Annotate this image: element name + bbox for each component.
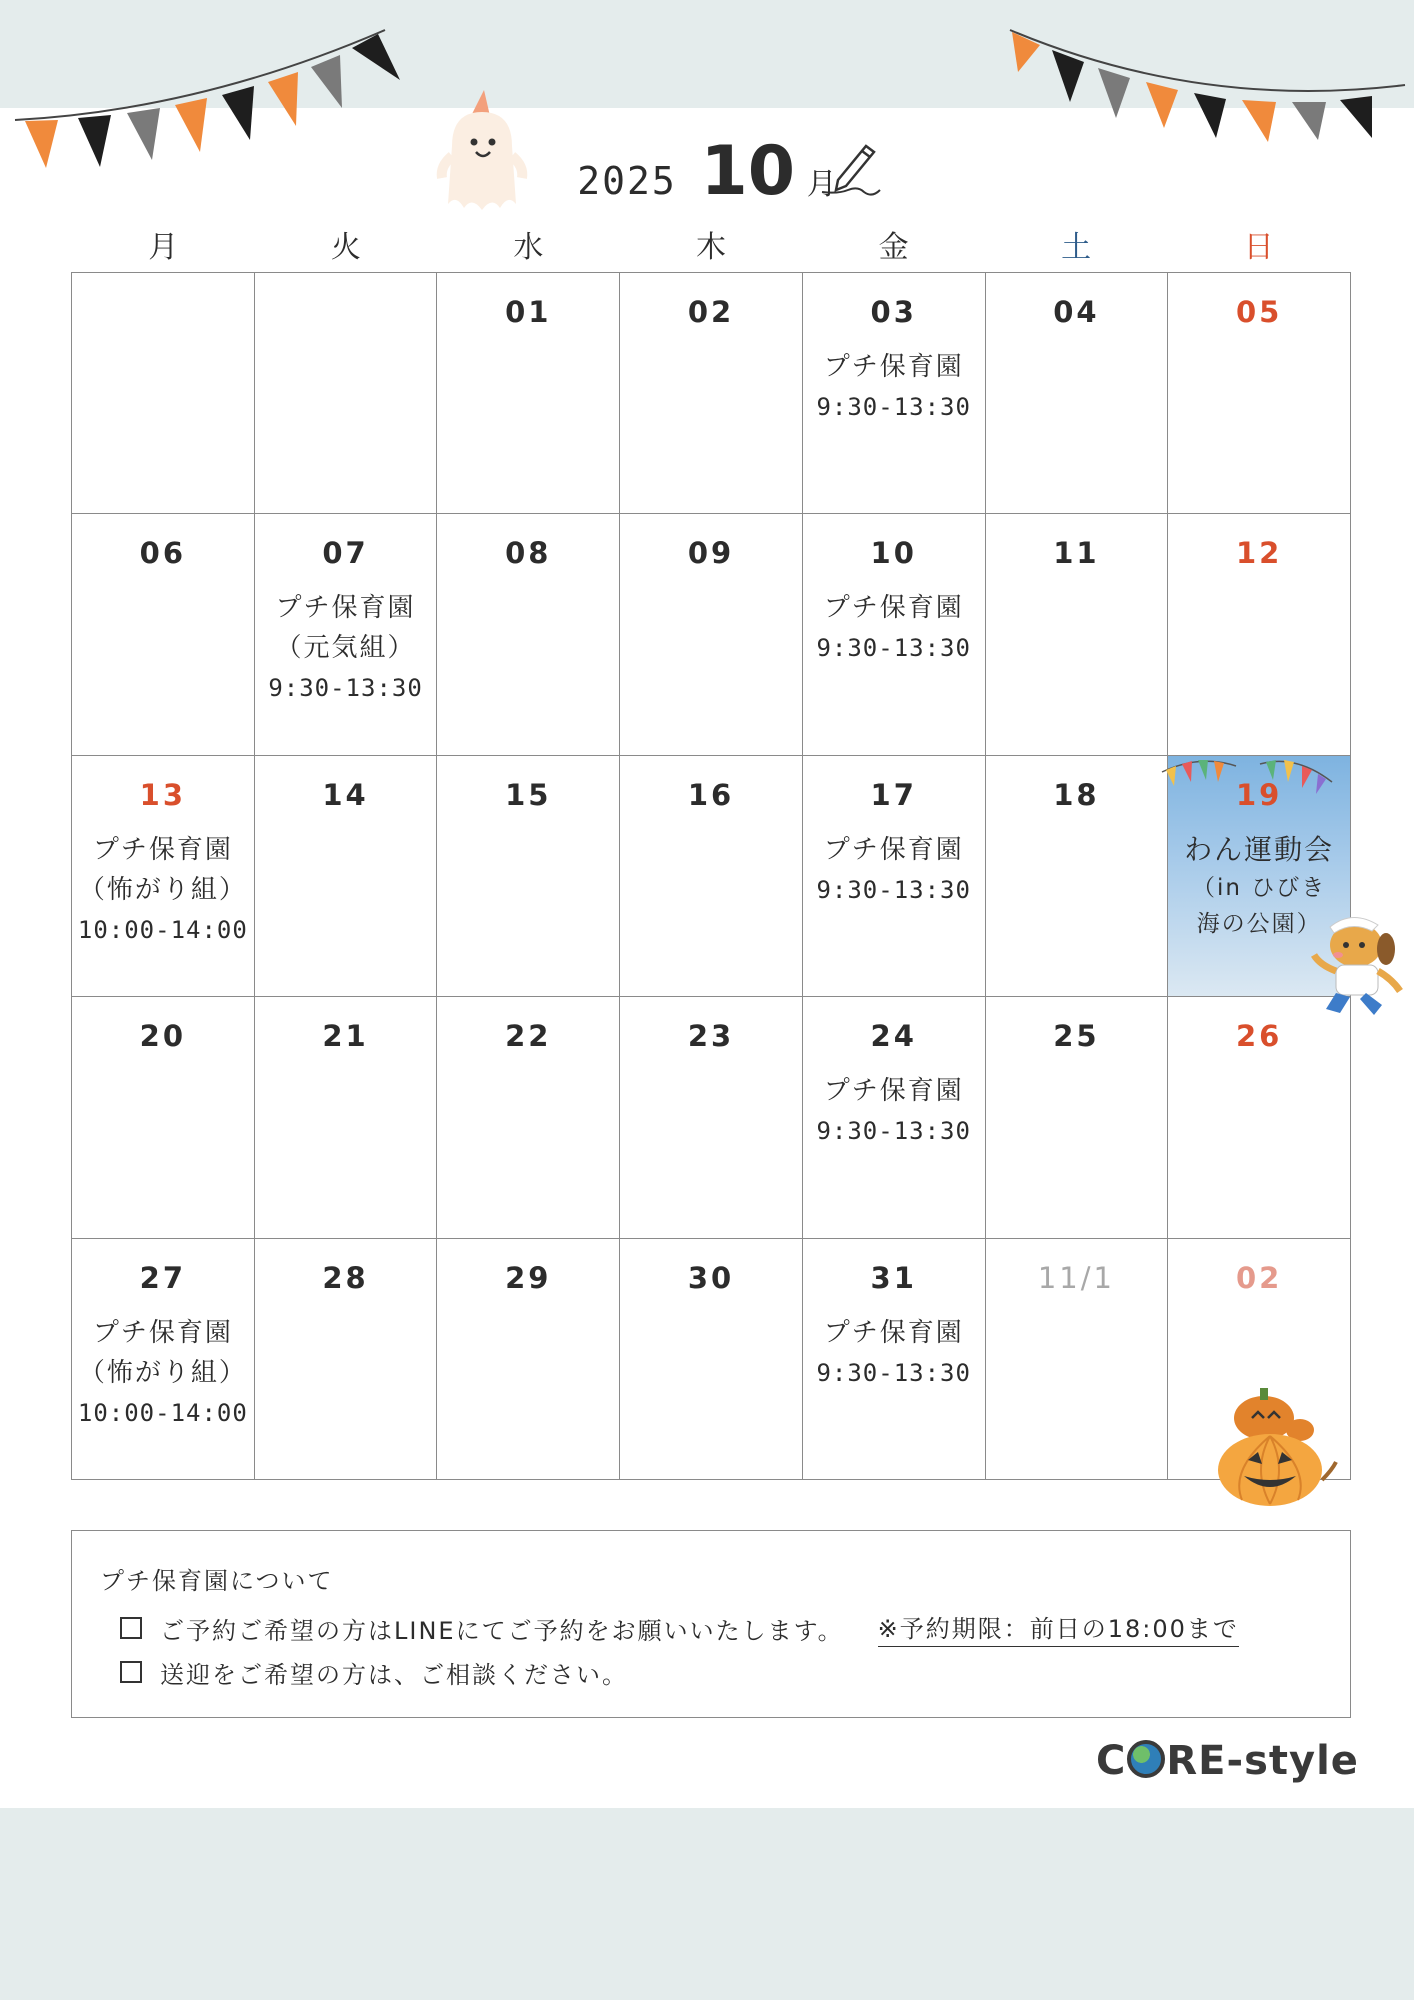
weekday-thu: 木 [695, 230, 726, 265]
day-number: 11 [1053, 536, 1100, 571]
calendar-cell [437, 514, 620, 755]
calendar-cell [255, 756, 438, 997]
logo-text-start: C [1096, 1738, 1127, 1784]
dog-mascot-icon [1300, 905, 1410, 1025]
event-detail: （怖がり組） [78, 1357, 247, 1388]
calendar-cell [72, 997, 255, 1238]
calendar-cell [72, 273, 255, 514]
title-year: 2025 [577, 159, 677, 203]
day-number: 08 [505, 536, 552, 571]
day-number: 10 [870, 536, 917, 571]
day-number: 20 [139, 1019, 187, 1054]
day-number: 22 [505, 1019, 552, 1054]
calendar-cell [255, 1239, 438, 1480]
event-title: プチ保育園 [823, 1076, 964, 1107]
calendar-cell [620, 273, 803, 514]
notes-item-text: ご予約ご希望の方はLINEにてご予約をお願いいたします。 [160, 1616, 844, 1645]
calendar-cell [803, 997, 986, 1238]
day-number: 30 [687, 1260, 735, 1295]
event-time: 9:30-13:30 [816, 1117, 971, 1146]
calendar-cell [986, 756, 1169, 997]
brand-logo [1096, 1738, 1359, 1784]
weekday-fri: 金 [878, 230, 909, 265]
day-number: 17 [870, 777, 917, 812]
event-title: プチ保育園 [823, 834, 964, 865]
event-time: 9:30-13:30 [816, 393, 971, 421]
event-time: 9:30-13:30 [816, 1358, 971, 1387]
reservation-deadline: ※予約期限：前日の18:00まで [878, 1609, 1239, 1647]
calendar-cell [72, 514, 255, 755]
notes-heading: プチ保育園について [100, 1567, 334, 1595]
calendar-cell [620, 997, 803, 1238]
checkbox-icon [120, 1661, 142, 1683]
calendar-cell [803, 273, 986, 514]
day-number: 21 [322, 1019, 369, 1054]
weekday-sat: 土 [1061, 230, 1092, 265]
event-detail: 海の公園） [1196, 910, 1322, 937]
title-month: 10 [700, 132, 796, 211]
event-detail: （in ひびき [1191, 874, 1327, 901]
calendar-cell [1168, 997, 1351, 1238]
event-entry [803, 830, 985, 910]
event-time: 9:30-13:30 [268, 674, 423, 703]
day-number: 29 [505, 1260, 552, 1295]
day-number: 28 [322, 1260, 369, 1295]
notes-item-text: 送迎をご希望の方は、ご相談ください。 [160, 1660, 628, 1689]
calendar-cell [72, 1239, 255, 1480]
day-number: 13 [139, 777, 187, 812]
event-time: 9:30-13:30 [816, 634, 971, 663]
day-number: 02 [1235, 1260, 1283, 1295]
calendar-grid [71, 272, 1351, 1480]
event-title: プチ保育園 [92, 834, 233, 865]
globe-icon [1127, 1740, 1165, 1778]
event-entry [255, 588, 437, 708]
calendar-cell [1168, 273, 1351, 514]
day-number: 18 [1053, 777, 1100, 812]
calendar-cell [255, 997, 438, 1238]
calendar-cell [72, 756, 255, 997]
calendar-cell [620, 514, 803, 755]
weekday-sun: 日 [1243, 230, 1274, 265]
day-number: 16 [687, 777, 735, 812]
calendar-cell [437, 756, 620, 997]
day-number: 09 [687, 536, 735, 571]
calendar-cell [255, 273, 438, 514]
day-number: 25 [1053, 1019, 1100, 1054]
calendar-cell [986, 997, 1169, 1238]
day-number: 02 [687, 295, 735, 329]
day-number: 06 [139, 536, 187, 571]
day-number: 24 [870, 1019, 917, 1054]
event-title: わん運動会 [1184, 832, 1335, 866]
calendar-cell [437, 997, 620, 1238]
calendar-cell [803, 514, 986, 755]
event-entry [803, 347, 985, 427]
day-number: 15 [505, 777, 552, 812]
event-time: 10:00-14:00 [77, 915, 248, 944]
event-title: プチ保育園 [275, 593, 416, 624]
calendar-cell [986, 1239, 1169, 1480]
event-time: 10:00-14:00 [77, 1398, 248, 1427]
notes-item-pickup [120, 1650, 1322, 1694]
event-entry [803, 588, 985, 668]
logo-text-end: RE-style [1166, 1738, 1359, 1784]
day-number: 12 [1235, 536, 1283, 571]
event-entry [72, 1313, 254, 1433]
notes-item-reservation [120, 1606, 1322, 1650]
calendar-cell [620, 1239, 803, 1480]
event-title: プチ保育園 [823, 352, 964, 382]
day-number: 26 [1235, 1019, 1283, 1054]
weekday-mon: 月 [148, 230, 179, 265]
day-number: 27 [139, 1260, 187, 1295]
calendar-cell [1168, 514, 1351, 755]
title-month-unit: 月 [806, 167, 837, 202]
day-number: 03 [870, 295, 917, 329]
day-number: 11/1 [1037, 1260, 1115, 1295]
event-title: プチ保育園 [92, 1317, 233, 1348]
pumpkin-icon [1210, 1370, 1340, 1510]
calendar-cell [437, 1239, 620, 1480]
day-number: 07 [322, 536, 369, 571]
checkbox-icon [120, 1617, 142, 1639]
event-time: 9:30-13:30 [816, 875, 971, 904]
weekday-header [72, 222, 1350, 266]
day-number: 19 [1235, 777, 1283, 812]
event-detail: （元気組） [275, 633, 416, 664]
day-number: 31 [870, 1260, 917, 1295]
day-number: 01 [505, 295, 552, 329]
event-entry [803, 1071, 985, 1151]
calendar-cell [803, 756, 986, 997]
event-entry [72, 830, 254, 950]
day-number: 23 [687, 1019, 735, 1054]
day-number: 04 [1053, 295, 1100, 329]
calendar-cell [803, 1239, 986, 1480]
weekday-tue: 火 [330, 230, 361, 265]
notes-box [71, 1530, 1351, 1718]
event-entry [803, 1313, 985, 1393]
event-title: プチ保育園 [823, 593, 964, 624]
mini-bunting-icon [1160, 752, 1334, 808]
calendar-cell [986, 514, 1169, 755]
calendar-cell [437, 273, 620, 514]
event-detail: （怖がり組） [78, 874, 247, 905]
event-title: プチ保育園 [823, 1317, 964, 1348]
calendar-cell [986, 273, 1169, 514]
calendar-cell [255, 514, 438, 755]
calendar-title [0, 132, 1414, 211]
day-number: 14 [322, 777, 369, 812]
calendar-cell [620, 756, 803, 997]
weekday-wed: 水 [513, 230, 544, 265]
day-number: 05 [1235, 295, 1283, 329]
